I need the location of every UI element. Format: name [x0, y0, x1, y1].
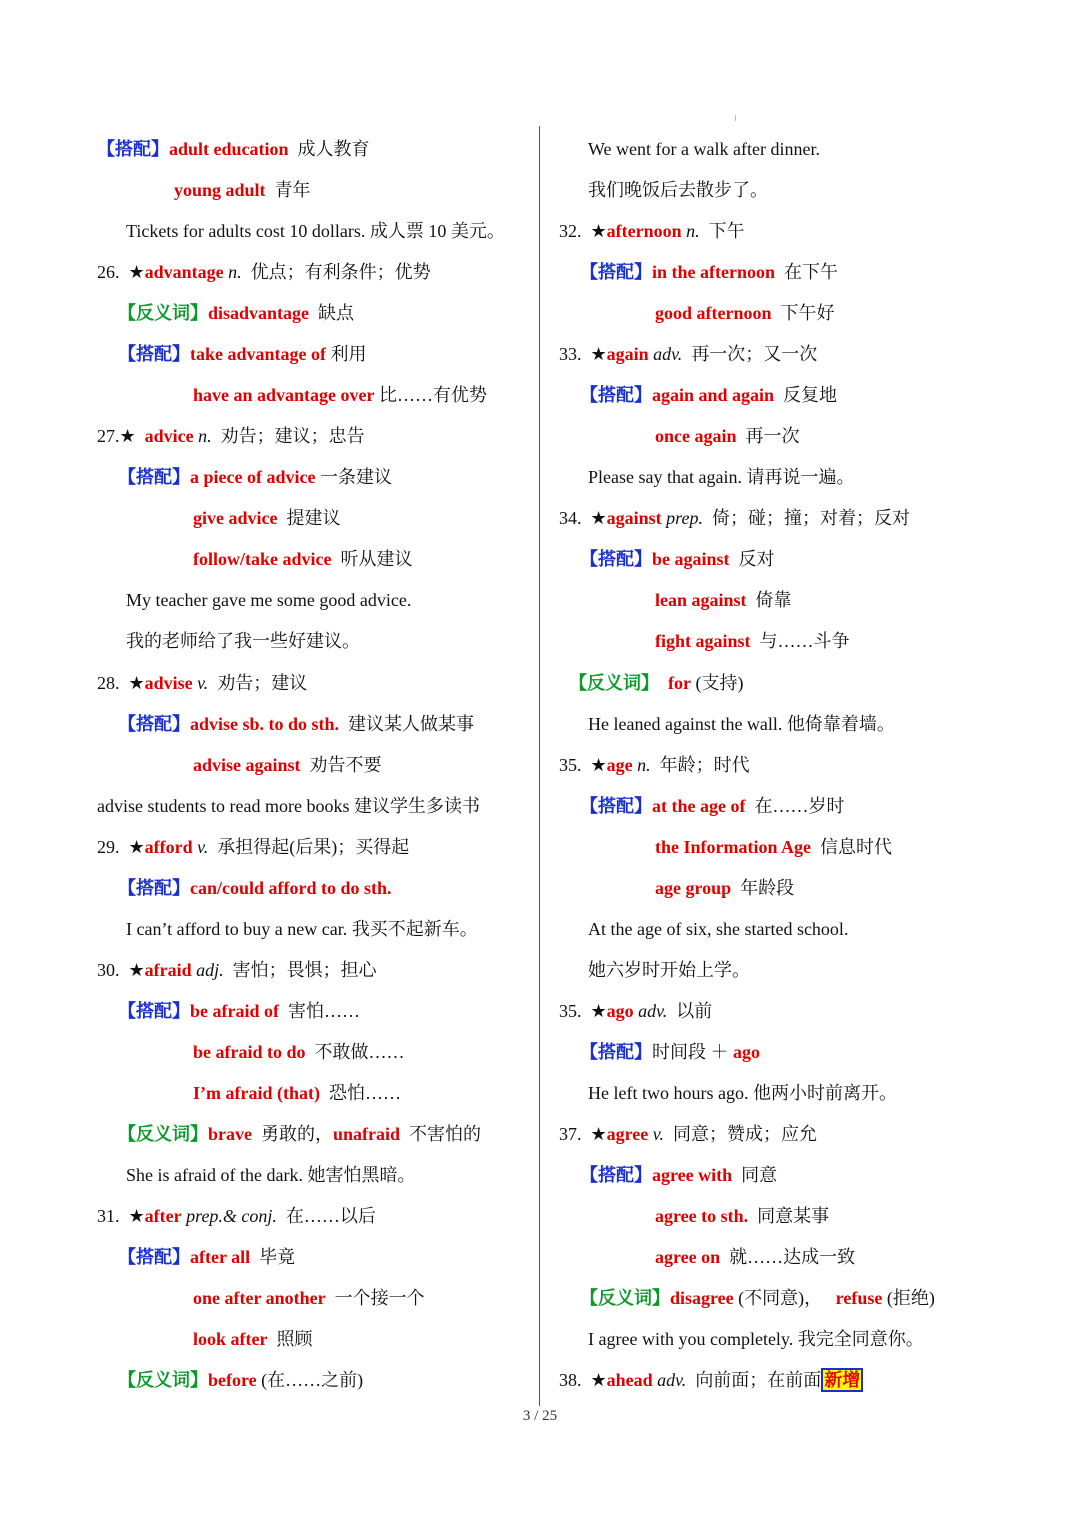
collocation-line: one after another 一个接一个 [193, 1288, 425, 1308]
collocation-line: 【搭配】agree with 同意 [580, 1165, 778, 1185]
example-sentence: At the age of six, she started school. [588, 919, 849, 939]
example-sentence: advise students to read more books 建议学生多读书 [97, 796, 480, 816]
star-icon: ★ [590, 755, 607, 775]
collocation-line: follow/take advice 听从建议 [193, 549, 413, 569]
example-sentence: Tickets for adults cost 10 dollars. 成人票 10 美元。 [126, 221, 505, 241]
collocation-line: 【搭配】take advantage of 利用 [118, 344, 367, 364]
collocation-line: agree to sth. 同意某事 [655, 1206, 830, 1226]
entry-headword: 27.★ advice n. 劝告；建议；忠告 [97, 426, 365, 446]
collocation-line: 【搭配】a piece of advice 一条建议 [118, 467, 392, 487]
example-sentence: I agree with you completely. 我完全同意你。 [588, 1329, 924, 1349]
collocation-line: 【搭配】at the age of 在……岁时 [580, 796, 845, 816]
example-sentence: My teacher gave me some good advice. [126, 590, 412, 610]
collocation-line: give advice 提建议 [193, 508, 341, 528]
example-sentence: He leaned against the wall. 他倚靠着墙。 [588, 714, 895, 734]
page-number: 3 / 25 [522, 1408, 558, 1424]
star-icon: ★ [128, 837, 145, 857]
star-icon: ★ [590, 1124, 607, 1144]
header-mark [735, 115, 736, 121]
collocation-line: 【搭配】in the afternoon 在下午 [580, 262, 838, 282]
star-icon: ★ [590, 221, 607, 241]
collocation-line: look after 照顾 [193, 1329, 313, 1349]
collocation-line: the Information Age 信息时代 [655, 837, 892, 857]
entry-headword: 29. ★afford v. 承担得起(后果)；买得起 [97, 837, 410, 857]
entry-headword: 38. ★ahead adv. 向前面；在前面 新增 [559, 1362, 863, 1398]
star-icon: ★ [590, 508, 607, 528]
antonym-line: 【反义词】disagree (不同意)， refuse (拒绝) [580, 1288, 935, 1308]
entry-headword: 31. ★after prep.& conj. 在……以后 [97, 1206, 376, 1226]
example-sentence: She is afraid of the dark. 她害怕黑暗。 [126, 1165, 416, 1185]
collocation-line: 【搭配】advise sb. to do sth. 建议某人做某事 [118, 714, 475, 734]
collocation-line: good afternoon 下午好 [655, 303, 835, 323]
star-icon: ★ [128, 1206, 145, 1226]
collocation-line: 【搭配】adult education 成人教育 [97, 139, 370, 159]
collocation-line: once again 再一次 [655, 426, 800, 446]
example-sentence: He left two hours ago. 他两小时前离开。 [588, 1083, 897, 1103]
collocation-line: young adult 青年 [174, 180, 311, 200]
entry-headword: 35. ★ago adv. 以前 [559, 1001, 713, 1021]
collocation-line: I’m afraid (that) 恐怕…… [193, 1083, 401, 1103]
new-badge: 新增 [821, 1368, 863, 1392]
collocation-line: fight against 与……斗争 [655, 631, 850, 651]
star-icon: ★ [128, 262, 145, 282]
collocation-line: 【搭配】时间段 ＋ ago [580, 1042, 760, 1062]
collocation-line: have an advantage over 比……有优势 [193, 385, 487, 405]
entry-headword: 26. ★advantage n. 优点；有利条件；优势 [97, 262, 431, 282]
example-translation: 我的老师给了我一些好建议。 [126, 631, 360, 651]
star-icon: ★ [590, 344, 607, 364]
star-icon: ★ [590, 1370, 607, 1390]
collocation-line: agree on 就……达成一致 [655, 1247, 856, 1267]
example-sentence: We went for a walk after dinner. [588, 139, 820, 159]
example-translation: 我们晚饭后去散步了。 [588, 180, 768, 200]
example-sentence: Please say that again. 请再说一遍。 [588, 467, 855, 487]
entry-headword: 30. ★afraid adj. 害怕；畏惧；担心 [97, 960, 377, 980]
entry-headword: 35. ★age n. 年龄；时代 [559, 755, 750, 775]
star-icon: ★ [128, 960, 145, 980]
collocation-line: age group 年龄段 [655, 878, 795, 898]
collocation-line: 【搭配】after all 毕竟 [118, 1247, 296, 1267]
star-icon: ★ [590, 1001, 607, 1021]
entry-headword: 28. ★advise v. 劝告；建议 [97, 673, 308, 693]
collocation-line: 【搭配】be against 反对 [580, 549, 775, 569]
collocation-line: advise against 劝告不要 [193, 755, 382, 775]
example-sentence: I can’t afford to buy a new car. 我买不起新车。 [126, 919, 478, 939]
collocation-line: 【搭配】can/could afford to do sth. [118, 878, 392, 898]
antonym-line: 【反义词】before (在……之前) [118, 1370, 364, 1390]
entry-headword: 37. ★agree v. 同意；赞成；应允 [559, 1124, 817, 1144]
antonym-line: 【反义词】brave 勇敢的，unafraid 不害怕的 [118, 1124, 482, 1144]
collocation-line: 【搭配】again and again 反复地 [580, 385, 838, 405]
collocation-line: lean against 倚靠 [655, 590, 792, 610]
example-translation: 她六岁时开始上学。 [588, 960, 750, 980]
antonym-line: 【反义词】disadvantage 缺点 [118, 303, 355, 323]
collocation-line: 【搭配】be afraid of 害怕…… [118, 1001, 360, 1021]
entry-headword: 34. ★against prep. 倚；碰；撞；对着；反对 [559, 508, 910, 528]
star-icon: ★ [128, 673, 145, 693]
column-divider [539, 126, 540, 1406]
entry-headword: 33. ★again adv. 再一次；又一次 [559, 344, 818, 364]
collocation-line: be afraid to do 不敢做…… [193, 1042, 405, 1062]
antonym-line: 【反义词】 for (支持) [569, 673, 744, 693]
entry-headword: 32. ★afternoon n. 下午 [559, 221, 745, 241]
